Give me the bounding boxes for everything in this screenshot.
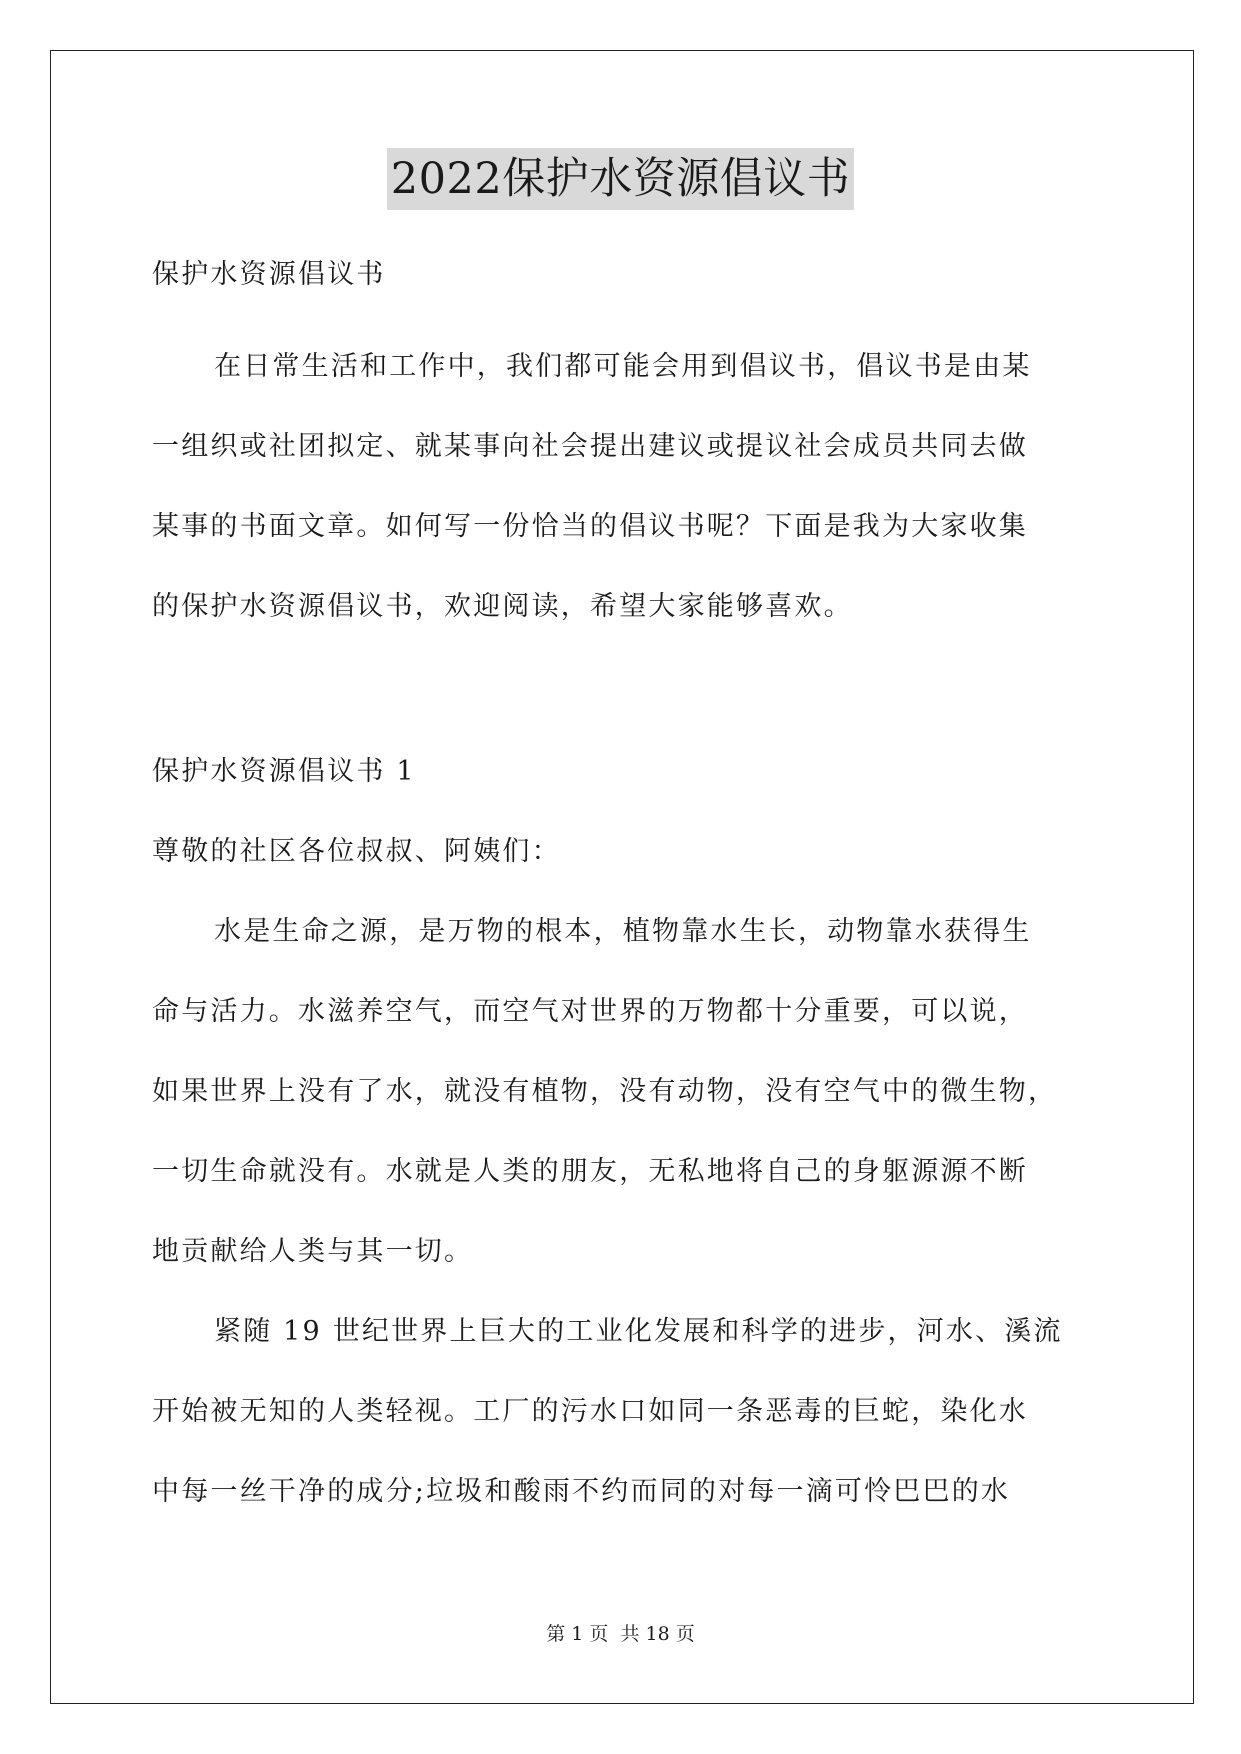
paragraph-line: 紧随 19 世纪世界上巨大的工业化发展和科学的进步，河水、溪流 <box>214 1316 1063 1347</box>
paragraph-line: 一切生命就没有。水就是人类的朋友，无私地将自己的身躯源源不断 <box>152 1156 1028 1187</box>
page-number: 第 1 页 <box>546 1623 609 1645</box>
section-heading: 保护水资源倡议书 1 <box>152 756 416 787</box>
paragraph-line: 水是生命之源，是万物的根本，植物靠水生长，动物靠水获得生 <box>214 916 1032 947</box>
paragraph-line: 的保护水资源倡议书，欢迎阅读，希望大家能够喜欢。 <box>152 591 853 622</box>
title-container <box>0 148 1241 210</box>
paragraph-line: 在日常生活和工作中，我们都可能会用到倡议书，倡议书是由某 <box>214 351 1032 382</box>
paragraph-line: 中每一丝干净的成分;垃圾和酸雨不约而同的对每一滴可怜巴巴的水 <box>152 1476 1011 1507</box>
paragraph-line: 地贡献给人类与其一切。 <box>152 1236 474 1267</box>
document-title: 2022保护水资源倡议书 <box>387 148 854 210</box>
paragraph-line: 如果世界上没有了水，就没有植物，没有动物，没有空气中的微生物， <box>152 1076 1058 1107</box>
page-border <box>50 50 1194 1704</box>
section-heading: 保护水资源倡议书 <box>152 259 386 290</box>
paragraph-line: 一组织或社团拟定、就某事向社会提出建议或提议社会成员共同去做 <box>152 431 1028 462</box>
page-footer <box>0 1620 1241 1648</box>
salutation: 尊敬的社区各位叔叔、阿姨们： <box>152 836 561 867</box>
paragraph-line: 某事的书面文章。如何写一份恰当的倡议书呢？下面是我为大家收集 <box>152 511 1028 542</box>
page-total: 共 18 页 <box>620 1623 695 1645</box>
paragraph-line: 命与活力。水滋养空气，而空气对世界的万物都十分重要，可以说， <box>152 996 1028 1027</box>
paragraph-line: 开始被无知的人类轻视。工厂的污水口如同一条恶毒的巨蛇，染化水 <box>152 1396 1028 1427</box>
